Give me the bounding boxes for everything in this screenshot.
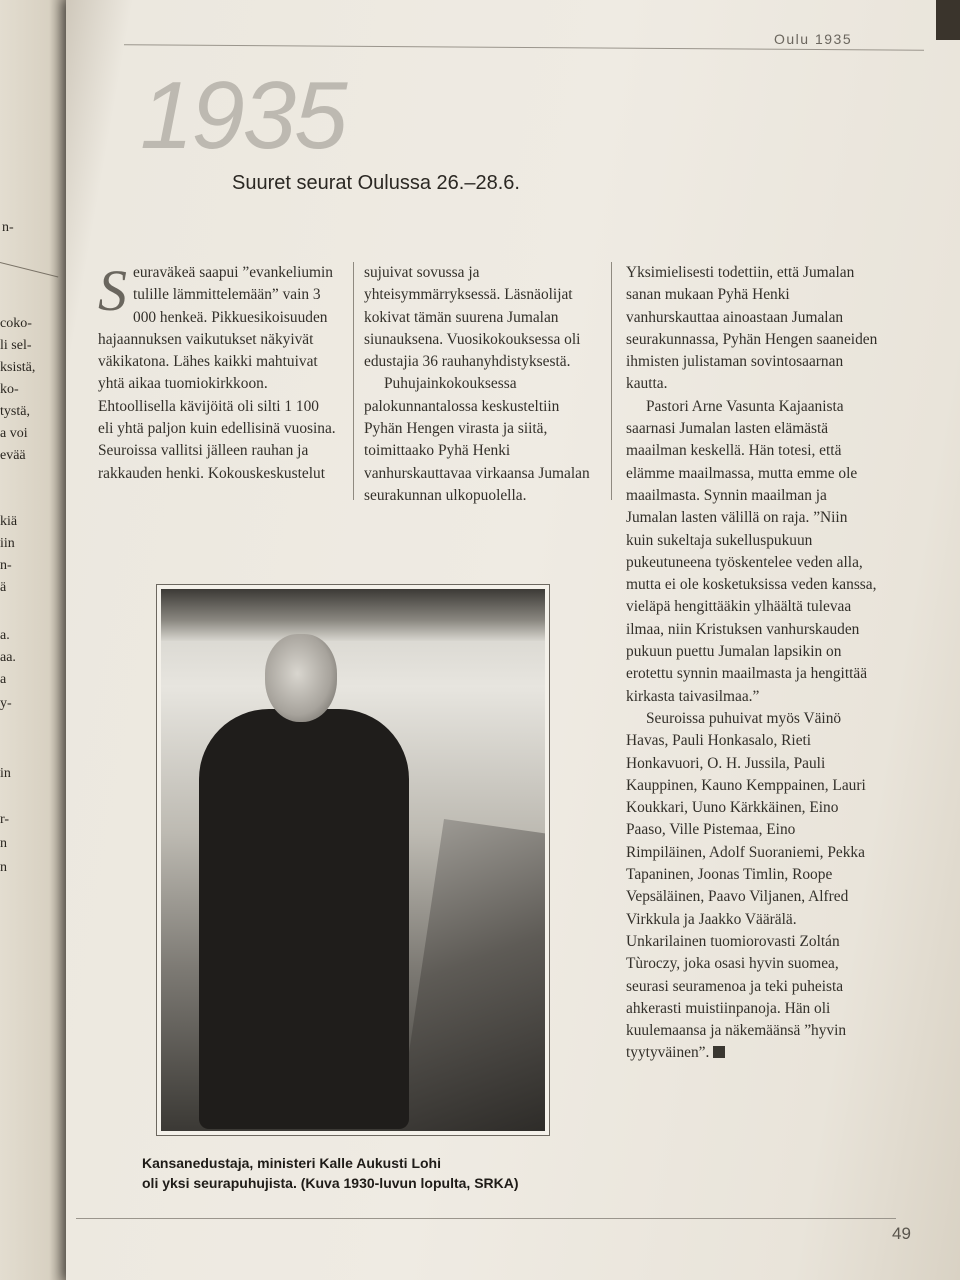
facing-text-fragment: n	[0, 836, 7, 851]
chapter-year: 1935	[140, 62, 346, 169]
column3-paragraph: Pastori Arne Vasunta Kajaanista saarnasi Jumalan lasten elämästä maailman keskellä. Hän totesi, että elämme maailmassa, mutta emme ole maailmasta. Synnin maailman ja Jumalan lasten välillä on raja. ”Niin kuin sukeltaja sukelluspukuun pukeutuneena työskentelee veden alla, mutta ei ole kosketuksissa veden kanssa, vieläpä hengittääkin ylhäältä tulevaa ilmaa, niin Kristuksen vanhurskauden pukuun puettu Jumalan lapsikin on erotettu synnin maailmasta ja hengittää kirkasta taivasilmaa.”	[626, 397, 877, 705]
drop-cap: S	[98, 258, 127, 323]
photo-boat	[396, 819, 545, 1131]
photo-figure-head	[265, 634, 337, 722]
facing-text-fragment: y-	[0, 696, 12, 711]
facing-text-fragment: in	[0, 766, 11, 781]
bottom-rule	[76, 1218, 896, 1219]
facing-text-fragment: a voi	[0, 426, 28, 441]
column-divider	[611, 262, 612, 500]
facing-text-fragment: n-	[0, 558, 12, 573]
facing-text-fragment: ä	[0, 580, 7, 595]
column1-text: euraväkeä saapui ”evankeliumin tulille lämmittelemään” vain 3 000 henkeä. Pikkuesikoisuuden hajaannuksen vaikutukset näkyivät väkikatona. Lähes kaikki mahtuivat yhtä aikaa tuomiokirkkoon. Ehtoollisella kävijöitä oli silti 1 100 eli yhtä paljon kuin edellisinä vuosina. Seuroissa vallitsi jälleen rauhan ja rakkauden henki. Kokouskeskustelut	[98, 264, 336, 482]
column2-paragraph: Puhujainkokouksessa palokunnantalossa keskusteltiin Pyhän Hengen virasta ja siitä, toimittaako Pyhä Henki vanhurskauttavaa virkaansa Jumalan seurakunnan ulkopuolella.	[364, 375, 590, 504]
column3-last-text: Seuroissa puhuivat myös Väinö Havas, Pauli Honkasalo, Rieti Honkavuori, O. H. Jussila, Pauli Kauppinen, Kauno Kemppainen, Lauri Koukkari, Uuno Kärkkäinen, Eino Paaso, Ville Pistemaa, Eino Rimpiläinen, Adolf Suoraniemi, Pekka Tapaninen, Joonas Timlin, Roope Vepsäläinen, Paavo Viljanen, Alfred Virkkula ja Jaakko Väärälä. Unkarilainen tuomiorovasti Zoltán Tùroczy, joka osasi hyvin suomea, seurasi seuramenoa ja teki puheista ahkerasti muistiinpanoja. Hän oli kuulemaansa ja näkemäänsä ”hyvin tyytyväinen”.	[626, 709, 866, 1062]
photo-figure-coat	[199, 709, 409, 1129]
facing-text-fragment: n-	[2, 220, 14, 235]
end-of-article-mark	[713, 1046, 725, 1058]
facing-text-fragment: evää	[0, 448, 26, 463]
facing-text-fragment: n	[0, 860, 7, 875]
facing-text-fragment: r-	[0, 812, 10, 827]
text-column-2	[364, 262, 590, 507]
facing-text-fragment: tystä,	[0, 404, 30, 419]
caption-line: Kansanedustaja, ministeri Kalle Aukusti Lohi	[142, 1155, 441, 1171]
facing-text-fragment: aa.	[0, 650, 16, 665]
page-corner-shadow	[936, 0, 960, 40]
portrait-photo	[156, 584, 550, 1136]
column3-paragraph: Yksimielisesti todettiin, että Jumalan sanan mukaan Pyhä Henki vanhurskauttaa ainoastaan Jumalan seurakunnassa, Pyhän Hengen saaneiden ihmisten julistaman sovintosaarnan kautta.	[626, 264, 878, 393]
facing-page-edge	[0, 0, 70, 1280]
text-column-3	[626, 262, 878, 1065]
running-head: Oulu 1935	[774, 31, 853, 47]
facing-text-fragment: coko-	[0, 316, 32, 331]
page-number: 49	[892, 1224, 911, 1243]
photo-caption	[142, 1153, 582, 1193]
caption-line: oli yksi seurapuhujista. (Kuva 1930-luvun lopulta, SRKA)	[142, 1175, 519, 1191]
facing-page-rule	[0, 262, 58, 277]
column-divider	[353, 262, 354, 500]
photo-image	[161, 589, 545, 1131]
chapter-subtitle: Suuret seurat Oulussa 26.–28.6.	[232, 172, 520, 194]
facing-text-fragment: iin	[0, 536, 15, 551]
facing-text-fragment: a.	[0, 628, 10, 643]
facing-text-fragment: li sel-	[0, 338, 32, 353]
text-column-1	[98, 258, 336, 485]
photo-roof	[161, 589, 545, 641]
facing-text-fragment: kiä	[0, 514, 18, 529]
facing-text-fragment: a	[0, 672, 7, 687]
column2-paragraph: sujuivat sovussa ja yhteisymmärryksessä. Läsnäolijat kokivat tämän suurena Jumalan siunauksena. Vuosikokouksessa oli edustajia 36 rauhanyhdistyksestä.	[364, 264, 581, 371]
facing-text-fragment: ksistä,	[0, 360, 36, 375]
book-page	[66, 0, 960, 1280]
column3-paragraph	[626, 708, 878, 1065]
facing-text-fragment: ko-	[0, 382, 19, 397]
